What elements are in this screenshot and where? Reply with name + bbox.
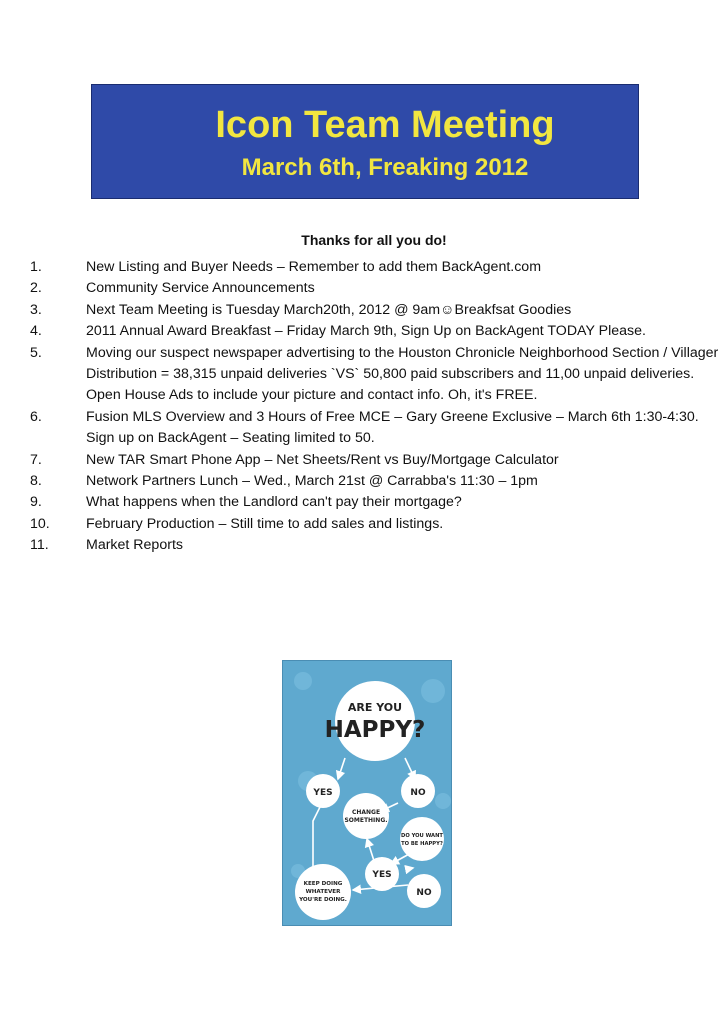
item-number: 4. bbox=[30, 323, 42, 340]
meeting-date: March 6th, Freaking 2012 bbox=[241, 154, 529, 181]
item-text: February Production – Still time to add sales and listings. bbox=[86, 515, 444, 532]
q-are-you: ARE YOU bbox=[347, 701, 403, 714]
agenda-item bbox=[30, 257, 720, 278]
item-number: 3. bbox=[30, 301, 42, 318]
item-number: 9. bbox=[30, 494, 42, 511]
item-number: 1. bbox=[30, 259, 42, 275]
q-happy: HAPPY? bbox=[324, 717, 426, 743]
change-line-2: SOMETHING. bbox=[344, 817, 388, 824]
change-line-1: CHANGE bbox=[351, 809, 381, 816]
change-node bbox=[343, 793, 389, 839]
want-line-1: DO YOU WANT bbox=[401, 833, 443, 839]
agenda-item bbox=[30, 471, 720, 492]
agenda-list bbox=[30, 257, 720, 557]
agenda-item bbox=[30, 535, 720, 556]
agenda-item bbox=[30, 514, 720, 535]
want-line-2: TO BE HAPPY? bbox=[401, 841, 443, 847]
item-text: Fusion MLS Overview and 3 Hours of Free MCE – Gary Greene Exclusive – March 6th 1:30-4:30. Sign up on BackAgent – Seating limited to 50. bbox=[86, 408, 699, 447]
item-number: 2. bbox=[30, 280, 42, 297]
item-text: 2011 Annual Award Breakfast – Friday March 9th, Sign Up on BackAgent TODAY Please. bbox=[86, 323, 646, 340]
header-banner bbox=[91, 84, 639, 199]
agenda-item bbox=[30, 492, 720, 513]
item-text: Next Team Meeting is Tuesday March20th, 2012 @ 9am☺Breakfsat Goodies bbox=[86, 301, 572, 318]
item-text: Network Partners Lunch – Wed., March 21st @ Carrabba's 11:30 – 1pm bbox=[86, 473, 538, 490]
keep-line-3: YOU'RE DOING. bbox=[299, 897, 347, 903]
flowchart-graphic bbox=[283, 661, 452, 926]
item-number: 8. bbox=[30, 473, 42, 490]
agenda-item bbox=[30, 343, 720, 407]
item-number: 5. bbox=[30, 344, 42, 361]
thanks-line: Thanks for all you do! bbox=[301, 232, 447, 248]
meeting-title: Icon Team Meeting bbox=[215, 104, 555, 146]
item-number: 7. bbox=[30, 451, 42, 468]
item-text: New TAR Smart Phone App – Net Sheets/Rent vs Buy/Mortgage Calculator bbox=[86, 451, 559, 468]
agenda-item bbox=[30, 300, 720, 321]
item-number: 10. bbox=[30, 515, 50, 532]
agenda-item bbox=[30, 321, 720, 342]
yes2-label: YES bbox=[372, 870, 392, 880]
item-text: What happens when the Landlord can't pay their mortgage? bbox=[86, 494, 462, 511]
agenda-item bbox=[30, 278, 720, 299]
agenda-item bbox=[30, 450, 720, 471]
no-label: NO bbox=[410, 788, 426, 798]
item-text: New Listing and Buyer Needs – Remember to add them BackAgent.com bbox=[86, 259, 542, 275]
agenda-item bbox=[30, 407, 720, 450]
no2-label: NO bbox=[416, 888, 432, 898]
item-text: Market Reports bbox=[86, 537, 183, 554]
item-number: 11. bbox=[30, 537, 49, 554]
want-node bbox=[400, 817, 444, 861]
item-text: Moving our suspect newspaper advertising to the Houston Chronicle Neighborhood Section / Villager Distribution = 38,315 unpaid deliveries `VS` 50,800 paid subscribers and 11,00 unpaid deliveries. Open House Ads to include your picture and contact info. Oh, it's FREE. bbox=[86, 344, 719, 404]
item-text: Community Service Announcements bbox=[86, 280, 315, 297]
yes-label: YES bbox=[313, 788, 333, 798]
keep-line-2: WHATEVER bbox=[305, 889, 341, 895]
keep-line-1: KEEP DOING bbox=[303, 881, 343, 887]
happy-flowchart-poster bbox=[282, 660, 452, 926]
item-number: 6. bbox=[30, 408, 42, 425]
